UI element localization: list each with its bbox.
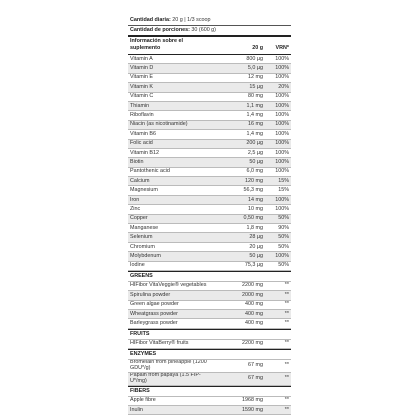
row-amount: 1,4 mg	[246, 130, 263, 137]
table-row	[128, 149, 291, 158]
row-name: Papain from papaya (1.5 FIP-U*/mg)	[130, 372, 201, 384]
row-amount: 67 mg	[248, 375, 263, 382]
row-vrn: **	[284, 406, 289, 413]
row-vrn: **	[284, 291, 289, 298]
table-row	[128, 360, 291, 373]
row-amount: 5,0 µg	[247, 65, 263, 72]
row-vrn: 50%	[278, 215, 289, 222]
row-amount: 12 mg	[248, 74, 263, 81]
table-row	[128, 121, 291, 130]
row-name: Wheatgrass powder	[130, 310, 178, 317]
row-vrn: **	[284, 282, 289, 289]
table-header	[128, 37, 291, 55]
table-row	[128, 233, 291, 242]
table-row	[128, 215, 291, 224]
row-name: Vitamin A	[130, 55, 153, 62]
row-amount: 56,3 mg	[243, 187, 263, 194]
table-row	[128, 83, 291, 92]
row-vrn: 100%	[275, 140, 289, 147]
table-row	[128, 243, 291, 252]
row-amount: 200 µg	[246, 140, 263, 147]
table-row	[128, 102, 291, 111]
daily-amount	[128, 16, 291, 25]
row-amount: 1,1 mg	[246, 102, 263, 109]
row-name: Selenium	[130, 234, 153, 241]
table-row	[128, 301, 291, 310]
row-vrn: 100%	[275, 93, 289, 100]
row-name: Biotin	[130, 158, 144, 165]
row-amount: 75,3 µg	[244, 262, 263, 269]
row-name: Iron	[130, 196, 140, 203]
row-amount: 800 µg	[246, 55, 263, 62]
row-name: Pantothenic acid	[130, 168, 170, 175]
table-row	[128, 140, 291, 149]
row-name: Calcium	[130, 177, 150, 184]
row-name: Chromium	[130, 243, 155, 250]
enzymes-list	[128, 360, 291, 386]
row-name: Vitamin B12	[130, 149, 159, 156]
row-amount: 2200 mg	[242, 282, 263, 289]
table-row	[128, 319, 291, 328]
table-row	[128, 373, 291, 386]
row-vrn: 100%	[275, 65, 289, 72]
table-row	[128, 340, 291, 349]
row-vrn: 100%	[275, 205, 289, 212]
row-amount: 2000 mg	[242, 291, 263, 298]
daily-amount-value: 20 g | 1/3 scoop	[172, 17, 211, 23]
header-vrn: VRN*	[275, 45, 289, 51]
table-row	[128, 55, 291, 64]
row-vrn: 90%	[278, 224, 289, 231]
row-amount: 120 mg	[245, 177, 263, 184]
table-row	[128, 397, 291, 406]
row-name: Spirulina powder	[130, 291, 171, 298]
row-name: Magnesium	[130, 187, 158, 194]
row-name: Vitamin E	[130, 74, 153, 81]
portions-label: Cantidad de porciones:	[130, 27, 190, 33]
greens-heading: GREENS	[128, 271, 291, 282]
table-row	[128, 186, 291, 195]
header-amount: 20 g	[252, 45, 263, 51]
row-amount: 1590 mg	[242, 406, 263, 413]
row-name: Vitamin C	[130, 93, 154, 100]
row-name: Vitamin D	[130, 65, 154, 72]
greens-list	[128, 282, 291, 329]
table-row	[128, 74, 291, 83]
row-name: Apple fibre	[130, 397, 156, 404]
row-vrn: **	[284, 301, 289, 308]
table-row	[128, 93, 291, 102]
row-name: Folic acid	[130, 140, 153, 147]
enzymes-heading: ENZYMES	[128, 349, 291, 360]
row-name: Bromelain from pineapple (1200 GDU*/g)	[130, 359, 207, 371]
table-row	[128, 205, 291, 214]
row-amount: 2,5 µg	[247, 149, 263, 156]
table-row	[128, 252, 291, 261]
table-row	[128, 196, 291, 205]
row-amount: 0,50 mg	[243, 215, 263, 222]
row-amount: 2200 mg	[242, 340, 263, 347]
row-vrn: 50%	[278, 243, 289, 250]
row-vrn: 20%	[278, 83, 289, 90]
row-vrn: **	[284, 310, 289, 317]
row-amount: 80 mg	[248, 93, 263, 100]
row-amount: 16 mg	[248, 121, 263, 128]
fruits-list	[128, 340, 291, 349]
table-row	[128, 291, 291, 300]
row-amount: 1,8 mg	[246, 224, 263, 231]
row-amount: 20 µg	[249, 243, 263, 250]
table-row	[128, 282, 291, 291]
row-vrn: 100%	[275, 102, 289, 109]
row-vrn: 100%	[275, 121, 289, 128]
row-vrn: **	[284, 320, 289, 327]
row-amount: 28 µg	[249, 234, 263, 241]
row-amount: 15 µg	[249, 83, 263, 90]
table-row	[128, 406, 291, 415]
row-name: Iodine	[130, 262, 145, 269]
row-vrn: 100%	[275, 168, 289, 175]
row-name: Vitamin B6	[130, 130, 156, 137]
fibers-heading: FIBERS	[128, 386, 291, 397]
row-name: Barleygrass powder	[130, 320, 178, 327]
daily-amount-label: Cantidad diaria:	[130, 17, 171, 23]
row-amount: 1968 mg	[242, 397, 263, 404]
portions-value: 30 (600 g)	[191, 27, 216, 33]
row-vrn: 100%	[275, 130, 289, 137]
row-amount: 400 mg	[245, 310, 263, 317]
supplement-facts-label	[128, 16, 291, 415]
row-amount: 400 mg	[245, 301, 263, 308]
row-vrn: **	[284, 397, 289, 404]
row-name: Thiamin	[130, 102, 150, 109]
row-amount: 1,4 mg	[246, 112, 263, 119]
row-name: Zinc	[130, 205, 141, 212]
row-name: Manganese	[130, 224, 159, 231]
row-name: Riboflavin	[130, 112, 154, 119]
fibers-list	[128, 397, 291, 416]
table-row	[128, 224, 291, 233]
row-amount: 14 mg	[248, 196, 263, 203]
row-vrn: 100%	[275, 158, 289, 165]
row-amount: 50 µg	[249, 252, 263, 259]
table-row	[128, 262, 291, 271]
row-name: Niacin (as nicotinamide)	[130, 121, 188, 128]
portions	[128, 26, 291, 35]
row-vrn: 100%	[275, 112, 289, 119]
table-row	[128, 130, 291, 139]
row-name: Vitamin K	[130, 83, 153, 90]
row-amount: 400 mg	[245, 320, 263, 327]
row-amount: 50 µg	[249, 158, 263, 165]
row-vrn: 50%	[278, 262, 289, 269]
row-vrn: 100%	[275, 196, 289, 203]
vitamins-list	[128, 55, 291, 271]
row-name: Molybdenum	[130, 252, 161, 259]
fruits-heading: FRUITS	[128, 329, 291, 340]
table-row	[128, 177, 291, 186]
row-vrn: 100%	[275, 252, 289, 259]
row-vrn: 15%	[278, 187, 289, 194]
row-amount: 6,0 mg	[246, 168, 263, 175]
row-amount: 10 mg	[248, 205, 263, 212]
row-amount: 67 mg	[248, 362, 263, 369]
row-vrn: **	[284, 340, 289, 347]
table-row	[128, 158, 291, 167]
row-vrn: 100%	[275, 149, 289, 156]
row-vrn: 15%	[278, 177, 289, 184]
row-name: Green algae powder	[130, 301, 179, 308]
table-row	[128, 310, 291, 319]
row-vrn: 50%	[278, 234, 289, 241]
row-vrn: 100%	[275, 55, 289, 62]
row-name: Inulin	[130, 406, 143, 413]
row-name: Copper	[130, 215, 148, 222]
row-vrn: **	[284, 362, 289, 369]
table-row	[128, 111, 291, 120]
header-name: Información sobre el suplemento	[130, 38, 184, 51]
row-vrn: **	[284, 375, 289, 382]
row-name: HIFibor VitaBerry® fruits	[130, 340, 189, 347]
row-vrn: 100%	[275, 74, 289, 81]
row-name: HIFibor VitaVeggie® vegetables	[130, 282, 207, 289]
table-row	[128, 168, 291, 177]
table-row	[128, 64, 291, 73]
